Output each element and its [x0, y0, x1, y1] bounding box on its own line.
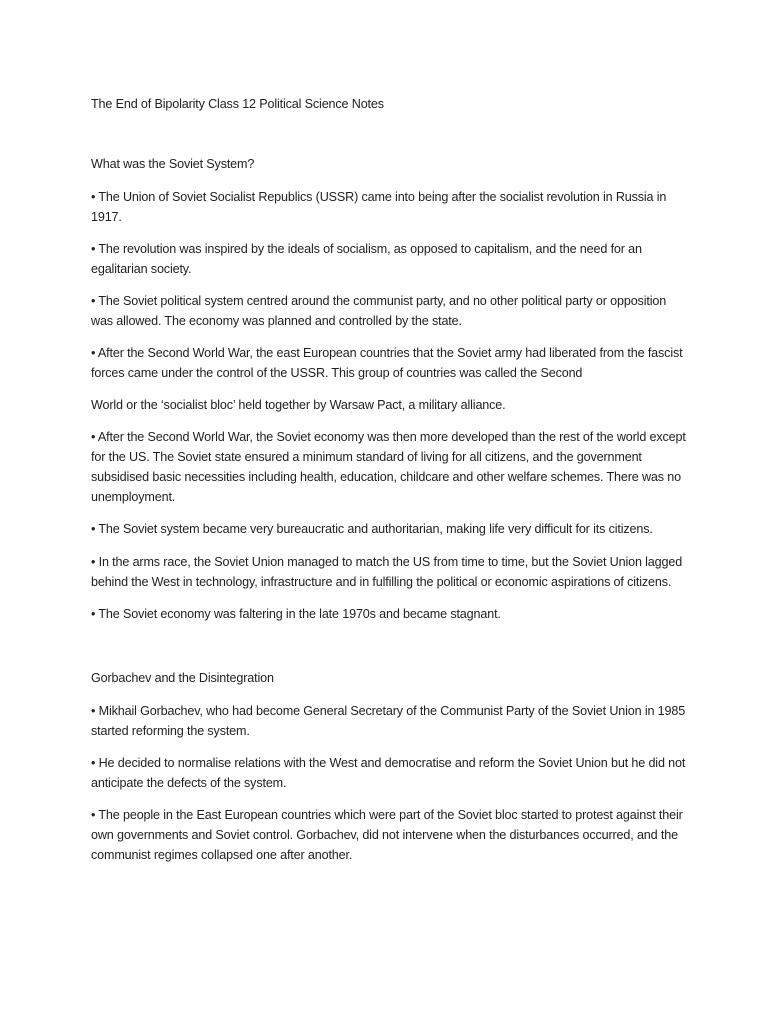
section-heading-soviet-system: What was the Soviet System?: [91, 157, 255, 171]
paragraph: • Mikhail Gorbachev, who had become General Secretary of the Communist Party of the Soviet Union in 1985 started reforming the system.: [91, 704, 686, 738]
document-title: The End of Bipolarity Class 12 Political Science Notes: [91, 97, 384, 111]
section-heading-gorbachev: Gorbachev and the Disintegration: [91, 671, 274, 685]
paragraph: • The Union of Soviet Socialist Republics (USSR) came into being after the socialist revolution in Russia in 1917.: [91, 190, 667, 224]
paragraph: • The Soviet system became very bureaucratic and authoritarian, making life very difficult for its citizens.: [91, 522, 653, 536]
paragraph: • The Soviet economy was faltering in the late 1970s and became stagnant.: [91, 607, 501, 621]
paragraph: • After the Second World War, the east European countries that the Soviet army had liberated from the fascist forces came under the control of the USSR. This group of countries was called the Second: [91, 346, 683, 380]
document-body: [91, 94, 687, 877]
paragraph: • The revolution was inspired by the ideals of socialism, as opposed to capitalism, and the need for an egalitarian society.: [91, 242, 642, 276]
paragraph: • He decided to normalise relations with the West and democratise and reform the Soviet Union but he did not anticipate the defects of the system.: [91, 756, 686, 790]
paragraph: • After the Second World War, the Soviet economy was then more developed than the rest of the world except for the US. The Soviet state ensured a minimum standard of living for all citizens, and the government subsidised basic necessities including health, education, childcare and other welfare schemes. There was no unemployment.: [91, 430, 686, 504]
paragraph: World or the ‘socialist bloc’ held together by Warsaw Pact, a military alliance.: [91, 398, 506, 412]
section-spacer: [91, 636, 687, 668]
paragraph: • The Soviet political system centred around the communist party, and no other political party or opposition was allowed. The economy was planned and controlled by the state.: [91, 294, 667, 328]
paragraph: • The people in the East European countries which were part of the Soviet bloc started to protest against their own governments and Soviet control. Gorbachev, did not intervene when the disturbances occurred, and the communist regimes collapsed one after another.: [91, 808, 683, 862]
paragraph: • In the arms race, the Soviet Union managed to match the US from time to time, but the Soviet Union lagged behind the West in technology, infrastructure and in fulfilling the political or economic aspirations of citizens.: [91, 555, 683, 589]
